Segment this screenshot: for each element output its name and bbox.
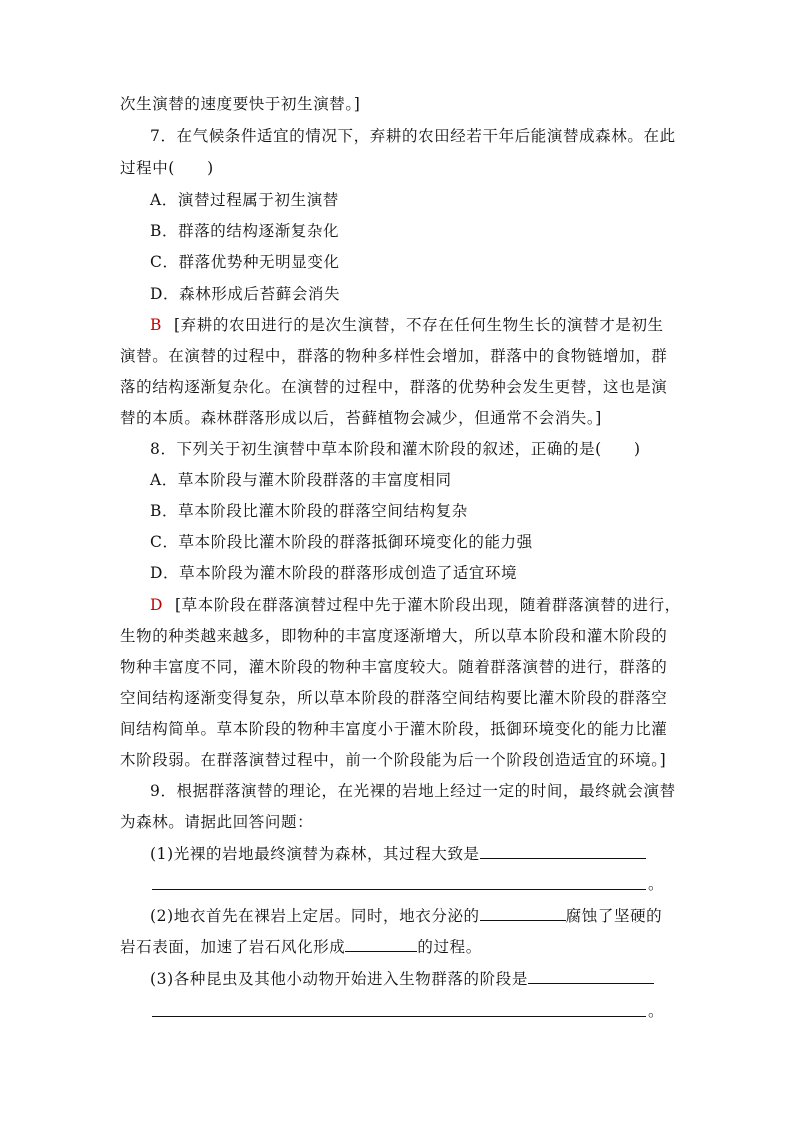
q9-part2-text-a: (2)地衣首先在裸岩上定居。同时，地衣分泌的 <box>150 907 480 925</box>
q7-explanation-line1 <box>150 315 710 335</box>
q8-explanation-line4: 空间结构逐渐变得复杂，所以草本阶段的群落空间结构要比灌木阶段的群落空 <box>120 689 668 707</box>
q8-option-c: C．草本阶段比灌木阶段的群落抵御环境变化的能力强 <box>150 533 533 551</box>
q8-explanation-line3: 物种丰富度不同，灌木阶段的物种丰富度较大。随着群落演替的进行，群落的 <box>120 658 668 676</box>
q9-part2-line1 <box>150 906 710 926</box>
q8-option-a: A．草本阶段与灌木阶段群落的丰富度相同 <box>150 471 452 489</box>
q6-explanation-tail: 次生演替的速度要快于初生演替。] <box>120 95 361 113</box>
q7-stem-line1: 7．在气候条件适宜的情况下，弃耕的农田经若干年后能演替成森林。在此 <box>150 127 676 145</box>
q9-part1-text: (1)光裸的岩地最终演替为森林，其过程大致是 <box>150 845 480 863</box>
q7-answer-letter: B <box>150 316 162 334</box>
q9-part2-blank-1[interactable] <box>480 906 566 921</box>
q8-explanation-line2: 生物的种类越来越多，即物种的丰富度逐渐增大，所以草本阶段和灌木阶段的 <box>120 627 668 645</box>
q7-explanation-line2: 演替。在演替的过程中，群落的物种多样性会增加，群落中的食物链增加，群 <box>120 347 668 365</box>
q9-part3-answer-blank-line2[interactable] <box>152 1016 646 1017</box>
q8-option-b: B．草本阶段比灌木阶段的群落空间结构复杂 <box>150 502 468 520</box>
q9-part3 <box>150 969 710 989</box>
q9-stem-line1: 9．根据群落演替的理论，在光裸的岩地上经过一定的时间，最终就会演替 <box>150 782 676 800</box>
q9-part3-answer-blank[interactable] <box>528 969 654 984</box>
q9-part3-text: (3)各种昆虫及其他小动物开始进入生物群落的阶段是 <box>150 970 528 988</box>
q8-stem: 8．下列关于初生演替中草本阶段和灌木阶段的叙述，正确的是( ) <box>150 440 641 458</box>
q7-explanation-line4: 替的本质。森林群落形成以后，苔藓植物会减少，但通常不会消失。] <box>120 409 602 427</box>
q9-part2-text-c: 岩石表面，加速了岩石风化形成 <box>120 938 346 956</box>
q9-part2-line2 <box>120 937 680 957</box>
q7-option-a: A．演替过程属于初生演替 <box>150 191 339 209</box>
q7-option-c: C．群落优势种无明显变化 <box>150 253 340 271</box>
q7-option-b: B．群落的结构逐渐复杂化 <box>150 222 340 240</box>
q8-explanation-text: [草本阶段在群落演替过程中先于灌木阶段出现，随着群落演替的进行， <box>175 596 681 614</box>
q8-answer-letter: D <box>150 596 164 614</box>
q9-part1-answer-blank[interactable] <box>480 844 646 859</box>
q8-explanation-line5: 间结构简单。草本阶段的物种丰富度小于灌木阶段，抵御环境变化的能力比灌 <box>120 720 668 738</box>
q9-part2-blank-2[interactable] <box>345 937 417 952</box>
q7-stem-line2: 过程中( ) <box>120 159 214 177</box>
q9-stem-line2: 为森林。请据此回答问题： <box>120 813 314 831</box>
q8-explanation-line1 <box>150 595 710 615</box>
q9-part1-period: 。 <box>648 875 664 893</box>
q9-part1-answer-blank-line2[interactable] <box>152 889 646 890</box>
q8-explanation-line6: 木阶段弱。在群落演替过程中，前一个阶段能为后一个阶段创造适宜的环境。] <box>120 751 667 769</box>
q7-explanation-text: [弃耕的农田进行的是次生演替，不存在任何生物生长的演替才是初生 <box>174 316 664 334</box>
q9-part2-text-b: 腐蚀了坚硬的 <box>565 907 663 925</box>
q7-option-d: D．森林形成后苔藓会消失 <box>150 285 341 303</box>
q7-explanation-line3: 落的结构逐渐复杂化。在演替的过程中，群落的优势种会发生更替，这也是演 <box>120 378 668 396</box>
q9-part2-text-d: 的过程。 <box>417 938 482 956</box>
q9-part1 <box>150 844 710 864</box>
q9-part3-period: 。 <box>648 1002 664 1020</box>
q8-option-d: D．草本阶段为灌木阶段的群落形成创造了适宜环境 <box>150 564 518 582</box>
